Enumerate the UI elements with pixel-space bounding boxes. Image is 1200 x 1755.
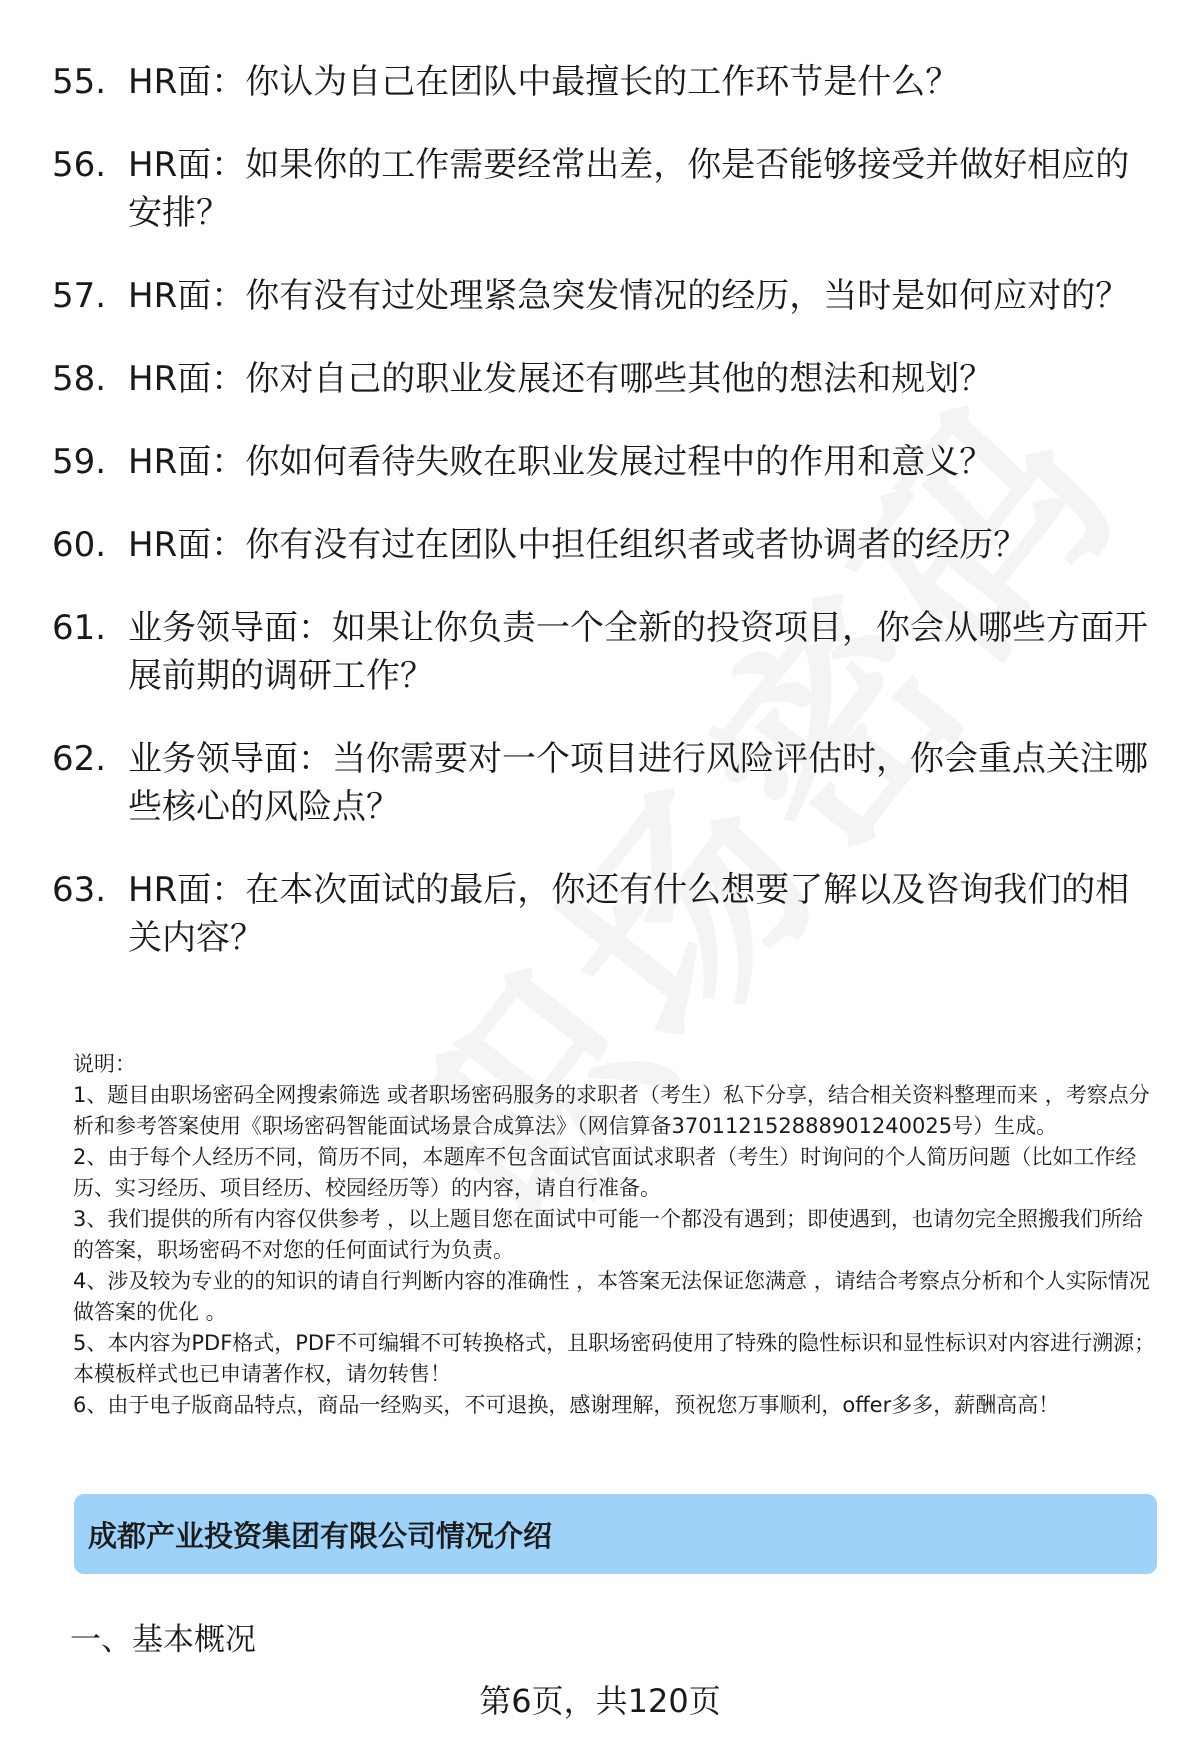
question-number: 57. [52, 276, 107, 316]
note-item: 6、由于电子版商品特点，商品一经购买，不可退换，感谢理解，预祝您万事顺利，offer多多，薪酬高高！ [73, 1393, 1060, 1417]
note-item: 5、本内容为PDF格式，PDF不可编辑不可转换格式，且职场密码使用了特殊的隐性标识和显性标识对内容进行溯源；本模板样式也已申请著作权，请勿转售！ [73, 1331, 1156, 1386]
notes-section [73, 1049, 1163, 1421]
question-text: HR面：你认为自己在团队中最擅长的工作环节是什么？ [128, 62, 960, 102]
question-text: HR面：你对自己的职业发展还有哪些其他的想法和规划？ [128, 359, 994, 399]
question-number: 59. [52, 442, 107, 482]
question-item [52, 604, 1162, 700]
question-number: 56. [52, 145, 107, 185]
note-item: 3、我们提供的所有内容仅供参考 ，以上题目您在面试中可能一个都没有遇到；即使遇到，也请勿完全照搬我们所给的答案，职场密码不对您的任何面试行为负责。 [73, 1207, 1144, 1262]
question-text: HR面：你如何看待失败在职业发展过程中的作用和意义？ [128, 442, 994, 482]
notes-heading: 说明： [73, 1052, 136, 1076]
section-title: 成都产业投资集团有限公司情况介绍 [88, 1518, 553, 1553]
question-number: 58. [52, 359, 107, 399]
note-item: 1、题目由职场密码全网搜索筛选 或者职场密码服务的求职者（考生）私下分享，结合相关资料整理而来 ，考察点分析和参考答案使用《职场密码智能面试场景合成算法》（网信算备370112152888901240025号）生成。 [73, 1083, 1150, 1138]
question-number: 55. [52, 62, 107, 102]
subheading: 一、基本概况 [70, 1622, 256, 1658]
note-item: 2、由于每个人经历不同，简历不同，本题库不包含面试官面试求职者（考生）时询问的个人简历问题（比如工作经历、实习经历、项目经历、校园经历等）的内容，请自行准备。 [73, 1145, 1137, 1200]
question-item [52, 438, 1162, 486]
question-item [52, 735, 1162, 831]
question-text: 业务领导面：如果让你负责一个全新的投资项目，你会从哪些方面开展前期的调研工作？ [128, 608, 1148, 696]
question-text: HR面：在本次面试的最后，你还有什么想要了解以及咨询我们的相关内容？ [128, 870, 1130, 958]
question-text: HR面：如果你的工作需要经常出差，你是否能够接受并做好相应的安排？ [128, 145, 1130, 233]
question-item [52, 521, 1162, 569]
question-text: HR面：你有没有过在团队中担任组织者或者协调者的经历？ [128, 525, 1028, 565]
question-item [52, 355, 1162, 403]
question-item [52, 141, 1162, 237]
question-item [52, 272, 1162, 320]
question-number: 63. [52, 870, 107, 910]
question-item [52, 58, 1162, 106]
section-header-bar [74, 1494, 1157, 1574]
question-number: 62. [52, 739, 107, 779]
question-text: 业务领导面：当你需要对一个项目进行风险评估时，你会重点关注哪些核心的风险点？ [128, 739, 1148, 827]
question-number: 61. [52, 608, 107, 648]
question-text: HR面：你有没有过处理紧急突发情况的经历，当时是如何应对的？ [128, 276, 1130, 316]
question-item [52, 866, 1162, 962]
page-footer: 第6页，共120页 [479, 1682, 721, 1720]
question-number: 60. [52, 525, 107, 565]
note-item: 4、涉及较为专业的的知识的请自行判断内容的准确性 ，本答案无法保证您满意 ，请结合考察点分析和个人实际情况做答案的优化 。 [73, 1269, 1150, 1324]
question-list [52, 58, 1162, 997]
